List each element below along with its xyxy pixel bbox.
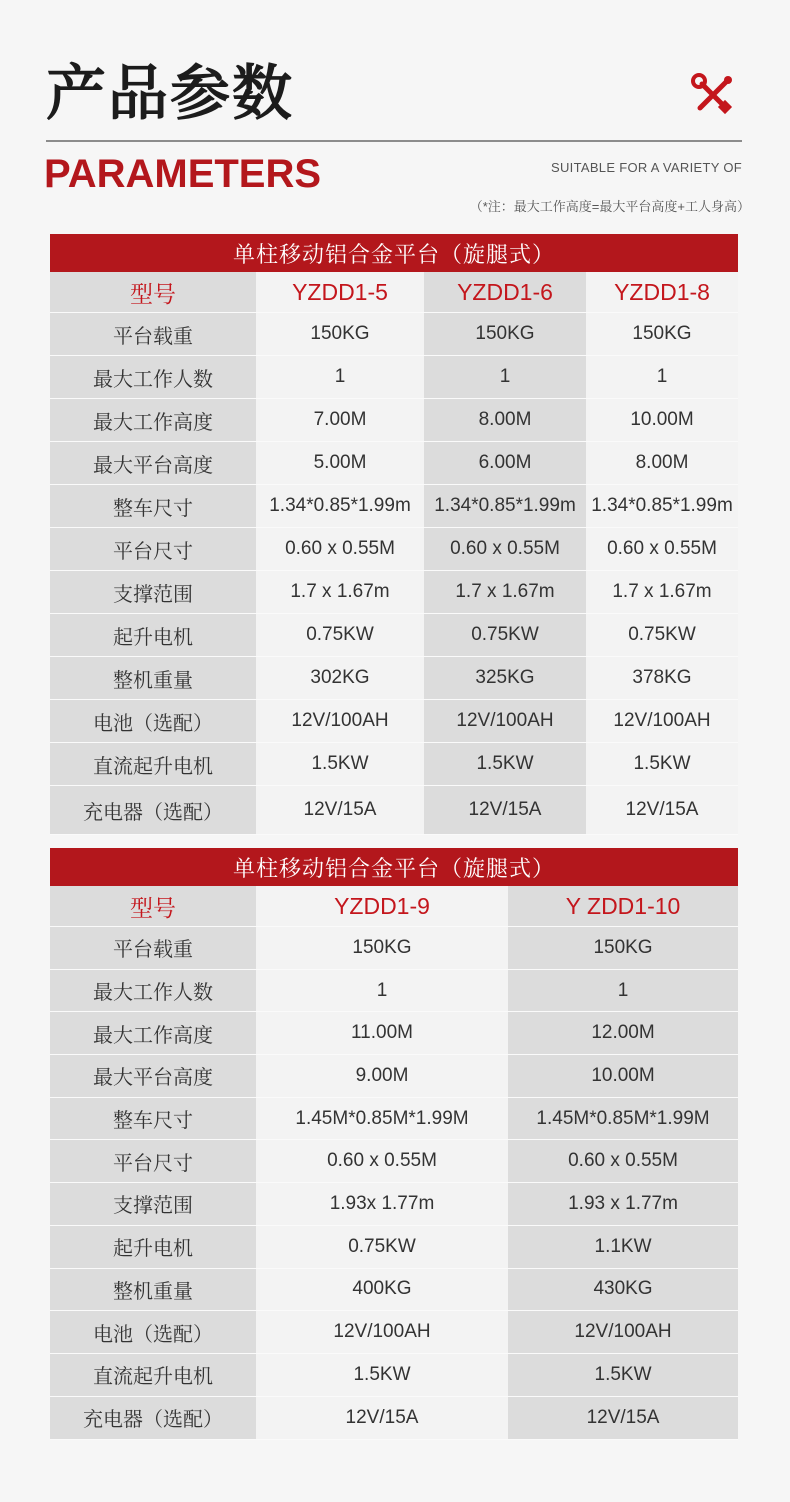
row-label: 最大工作人数 [50,969,256,1012]
cell-value: 1.1KW [508,1225,738,1268]
cell-value: 302KG [256,657,424,700]
table-row [50,700,738,743]
table-row [50,1012,738,1055]
table-row [50,657,738,700]
table-row [50,485,738,528]
table-row [50,399,738,442]
cell-value: 12V/100AH [256,700,424,743]
cell-value: 0.60 x 0.55M [424,528,586,571]
table-row [50,614,738,657]
cell-value: 7.00M [256,399,424,442]
row-label: 整车尺寸 [50,485,256,528]
cell-value: 10.00M [508,1055,738,1098]
row-label: 最大工作高度 [50,399,256,442]
cell-value: 12V/100AH [256,1311,508,1354]
cell-value: 9.00M [256,1055,508,1098]
model-name: YZDD1-6 [424,272,586,313]
model-label: 型号 [50,272,256,313]
cell-value: 150KG [508,927,738,970]
table-row [50,927,738,970]
cell-value: 12V/100AH [508,1311,738,1354]
row-label: 支撑范围 [50,1183,256,1226]
cell-value: 150KG [586,313,738,356]
page-subtitle: PARAMETERS [44,152,322,196]
table-row [50,1225,738,1268]
table-row [50,1268,738,1311]
row-label: 电池（选配） [50,700,256,743]
cell-value: 150KG [256,313,424,356]
cell-value: 1.34*0.85*1.99m [424,485,586,528]
table-row [50,743,738,786]
row-label: 充电器（选配） [50,786,256,835]
row-label: 平台尺寸 [50,528,256,571]
row-label: 支撑范围 [50,571,256,614]
cell-value: 1.34*0.85*1.99m [586,485,738,528]
cell-value: 150KG [256,927,508,970]
table-row [50,1055,738,1098]
page-title: 产品参数 [46,60,294,127]
cell-value: 150KG [424,313,586,356]
cell-value: 1.45M*0.85M*1.99M [508,1097,738,1140]
cell-value: 11.00M [256,1012,508,1055]
row-label: 整机重量 [50,657,256,700]
cell-value: 12V/15A [424,786,586,835]
cell-value: 0.60 x 0.55M [508,1140,738,1183]
cell-value: 1 [424,356,586,399]
suitable-caption: SUITABLE FOR A VARIETY OF [551,160,742,175]
cell-value: 430KG [508,1268,738,1311]
model-label: 型号 [50,886,256,927]
cell-value: 12.00M [508,1012,738,1055]
model-row [50,886,738,927]
cell-value: 0.60 x 0.55M [256,1140,508,1183]
row-label: 整机重量 [50,1268,256,1311]
cell-value: 10.00M [586,399,738,442]
table-row [50,1140,738,1183]
model-name: YZDD1-8 [586,272,738,313]
cell-value: 8.00M [424,399,586,442]
row-label: 平台载重 [50,313,256,356]
table-banner: 单柱移动铝合金平台（旋腿式） [50,234,738,272]
table-row [50,442,738,485]
cell-value: 12V/15A [508,1396,738,1439]
spec-table-1 [50,234,738,835]
row-label: 直流起升电机 [50,1353,256,1396]
table-row [50,1311,738,1354]
cell-value: 12V/100AH [424,700,586,743]
cell-value: 0.75KW [256,614,424,657]
cell-value: 0.75KW [586,614,738,657]
row-label: 最大平台高度 [50,442,256,485]
cell-value: 8.00M [586,442,738,485]
row-label: 起升电机 [50,1225,256,1268]
cell-value: 12V/15A [256,1396,508,1439]
row-label: 充电器（选配） [50,1396,256,1439]
cell-value: 1.7 x 1.67m [256,571,424,614]
table-row [50,313,738,356]
row-label: 直流起升电机 [50,743,256,786]
row-label: 电池（选配） [50,1311,256,1354]
height-note: （*注：最大工作高度=最大平台高度+工人身高） [469,199,750,214]
row-label: 平台载重 [50,927,256,970]
cell-value: 1 [256,969,508,1012]
cell-value: 0.75KW [424,614,586,657]
row-label: 起升电机 [50,614,256,657]
cell-value: 1.7 x 1.67m [424,571,586,614]
model-row [50,272,738,313]
cell-value: 1.45M*0.85M*1.99M [256,1097,508,1140]
cell-value: 12V/15A [256,786,424,835]
row-label: 最大工作高度 [50,1012,256,1055]
cell-value: 1.5KW [508,1353,738,1396]
cell-value: 6.00M [424,442,586,485]
table-row [50,528,738,571]
cell-value: 1.93 x 1.77m [508,1183,738,1226]
table-row [50,1097,738,1140]
cell-value: 1.93x 1.77m [256,1183,508,1226]
cell-value: 378KG [586,657,738,700]
cell-value: 5.00M [256,442,424,485]
cell-value: 1 [256,356,424,399]
cell-value: 12V/15A [586,786,738,835]
spec-table-2 [50,848,738,1440]
row-label: 最大平台高度 [50,1055,256,1098]
model-name: YZDD1-5 [256,272,424,313]
table-row [50,1396,738,1439]
table-banner: 单柱移动铝合金平台（旋腿式） [50,848,738,886]
cell-value: 0.60 x 0.55M [586,528,738,571]
tools-icon [690,72,736,118]
table-row [50,969,738,1012]
cell-value: 1.34*0.85*1.99m [256,485,424,528]
cell-value: 325KG [424,657,586,700]
table-row [50,786,738,835]
row-label: 最大工作人数 [50,356,256,399]
table-row [50,1353,738,1396]
cell-value: 0.60 x 0.55M [256,528,424,571]
cell-value: 1.5KW [424,743,586,786]
row-label: 整车尺寸 [50,1097,256,1140]
cell-value: 12V/100AH [586,700,738,743]
cell-value: 1 [508,969,738,1012]
cell-value: 1.5KW [256,1353,508,1396]
cell-value: 1 [586,356,738,399]
cell-value: 400KG [256,1268,508,1311]
table-row [50,356,738,399]
model-name: Y ZDD1-10 [508,886,738,927]
model-name: YZDD1-9 [256,886,508,927]
cell-value: 1.7 x 1.67m [586,571,738,614]
table-row [50,1183,738,1226]
cell-value: 1.5KW [586,743,738,786]
row-label: 平台尺寸 [50,1140,256,1183]
cell-value: 0.75KW [256,1225,508,1268]
table-row [50,571,738,614]
cell-value: 1.5KW [256,743,424,786]
title-divider [46,140,742,142]
